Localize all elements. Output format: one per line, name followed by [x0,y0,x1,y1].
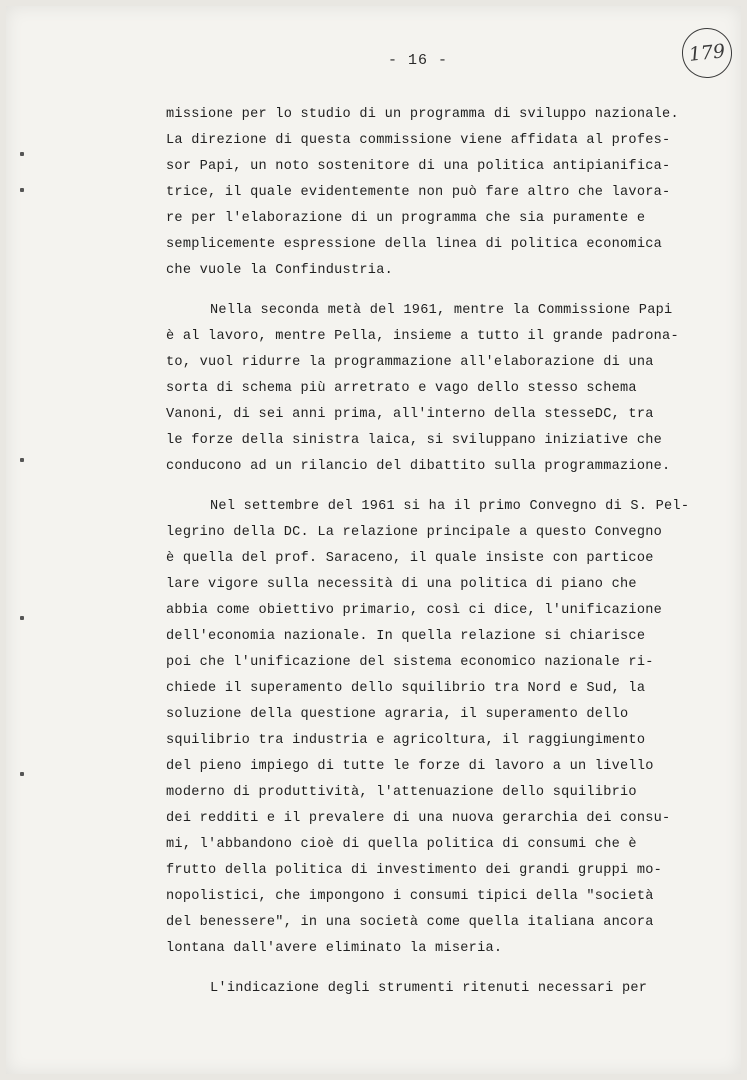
text-line: del pieno impiego di tutte le forze di lavoro a un livello [166,759,654,774]
document-page [6,6,741,1074]
text-line: missione per lo studio di un programma di sviluppo nazionale. [166,107,679,122]
text-line: La direzione di questa commissione viene affidata al profes- [166,133,671,148]
margin-mark [20,152,24,156]
text-line: Vanoni, di sei anni prima, all'interno della stesseDC, tra [166,407,654,422]
page-number: - 16 - [387,52,448,69]
text-line: legrino della DC. La relazione principale a questo Convegno [166,525,663,540]
text-line: trice, il quale evidentemente non può fare altro che lavora- [166,185,671,200]
text-line: che vuole la Confindustria. [166,263,394,278]
paragraph-1 [166,102,706,284]
text-line: lare vigore sulla necessità di una politica di piano che [166,577,637,592]
text-line: dell'economia nazionale. In quella relazione si chiarisce [166,629,646,644]
text-line: soluzione della questione agraria, il superamento dello [166,707,629,722]
margin-mark [20,188,24,192]
text-line: Nella seconda metà del 1961, mentre la Commissione Papi [210,303,673,318]
text-line: mi, l'abbandono cioè di quella politica di consumi che è [166,837,637,852]
paragraph-2 [166,298,706,480]
text-line: è al lavoro, mentre Pella, insieme a tutto il grande padrona- [166,329,679,344]
text-line: poi che l'unificazione del sistema economico nazionale ri- [166,655,654,670]
text-line: del benessere", in una società come quella italiana ancora [166,915,654,930]
paragraph-4 [166,976,706,1002]
text-line: L'indicazione degli strumenti ritenuti necessari per [210,981,648,996]
text-line: conducono ad un rilancio del dibattito sulla programmazione. [166,459,671,474]
text-line: moderno di produttività, l'attenuazione dello squilibrio [166,785,637,800]
text-line: frutto della politica di investimento dei grandi gruppi mo- [166,863,663,878]
handwritten-folio-number: 179 [680,26,735,81]
text-line: squilibrio tra industria e agricoltura, il raggiungimento [166,733,646,748]
margin-mark [20,458,24,462]
text-line: le forze della sinistra laica, si sviluppano iniziative che [166,433,663,448]
text-line: lontana dall'avere eliminato la miseria. [166,941,503,956]
text-line: dei redditi e il prevalere di una nuova gerarchia dei consu- [166,811,671,826]
text-line: semplicemente espressione della linea di politica economica [166,237,663,252]
text-line: re per l'elaborazione di un programma che sia puramente e [166,211,646,226]
paragraph-3 [166,494,706,962]
margin-mark [20,616,24,620]
text-line: sor Papi, un noto sostenitore di una politica antipianifica- [166,159,671,174]
margin-mark [20,772,24,776]
text-line: è quella del prof. Saraceno, il quale insiste con particoe [166,551,654,566]
text-line: Nel settembre del 1961 si ha il primo Convegno di S. Pel- [210,499,690,514]
body-text [166,102,706,1002]
text-line: abbia come obiettivo primario, così ci dice, l'unificazione [166,603,663,618]
text-line: sorta di schema più arretrato e vago dello stesso schema [166,381,637,396]
text-line: to, vuol ridurre la programmazione all'elaborazione di una [166,355,654,370]
text-line: chiede il superamento dello squilibrio tra Nord e Sud, la [166,681,646,696]
text-line: nopolistici, che impongono i consumi tipici della "società [166,889,654,904]
